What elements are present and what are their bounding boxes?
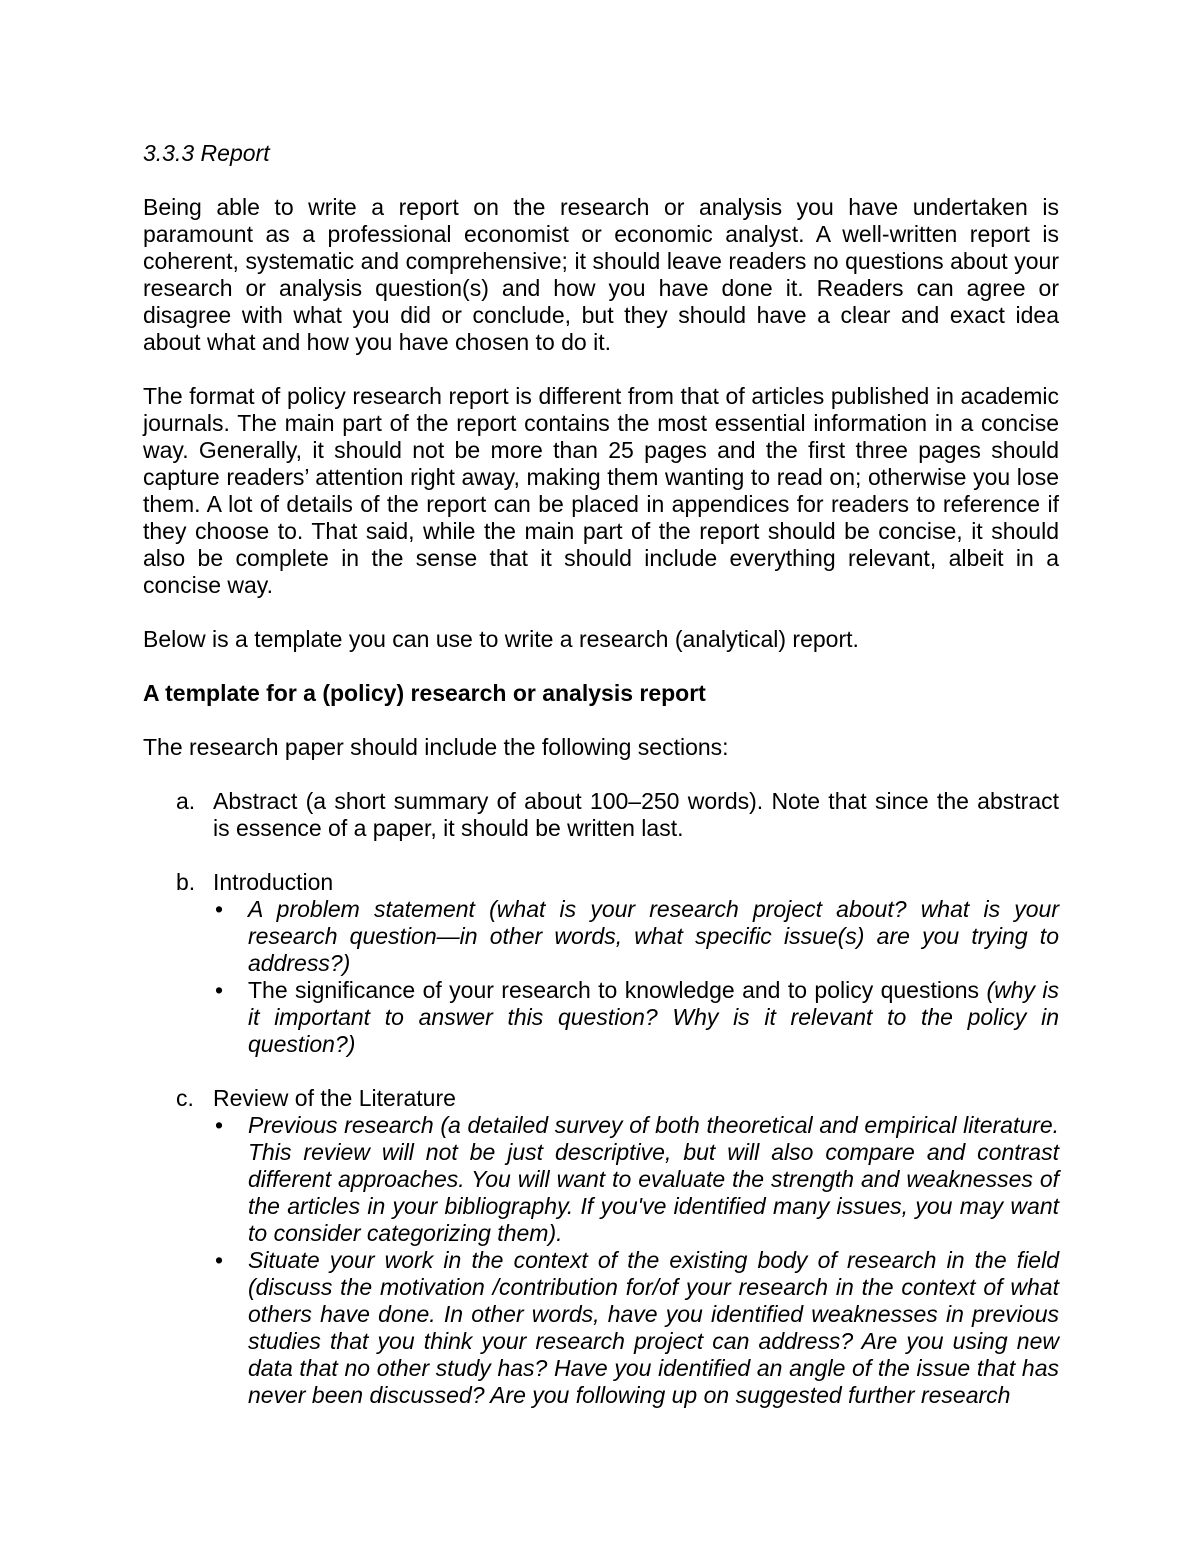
section-letter: a. xyxy=(176,788,196,814)
bullet-text: Previous research (a detailed survey of both theoretical and empirical literature. This review will not be just descriptive, but will also compare and contrast different approaches. You will want to evaluate the strength and weaknesses of the articles in your bibliography. If you've identified many issues, you may want to consider categorizing them). xyxy=(248,1112,1059,1246)
section-heading: 3.3.3 Report xyxy=(143,140,270,166)
list-item xyxy=(213,977,1059,1058)
paragraph-template-lead: Below is a template you can use to write a research (analytical) report. xyxy=(143,626,859,652)
paragraph-format: The format of policy research report is different from that of articles published in academic journals. The main part of the report contains the most essential information in a concise way. Generally, it should not be more than 25 pages and the first three pages should capture readers’ attention right away, making them wanting to read on; otherwise you lose them. A lot of details of the report can be placed in appendices for readers to reference if they choose to. That said, while the main part of the report should be concise, it should also be complete in the sense that it should include everything relevant, albeit in a concise way. xyxy=(143,383,1059,598)
bullet-icon: • xyxy=(215,977,224,1003)
bullet-icon: • xyxy=(215,1247,224,1273)
template-title: A template for a (policy) research or analysis report xyxy=(143,680,706,706)
bullet-text: A problem statement (what is your research project about? what is your research question—in other words, what specific issue(s) are you trying to address?) xyxy=(248,896,1059,976)
bullet-text-italic: (why is it important to answer this question? Why is it relevant to the policy in question?) xyxy=(248,977,1059,1057)
bullet-icon: • xyxy=(215,896,224,922)
section-letter: b. xyxy=(176,869,196,895)
sections-list xyxy=(143,788,1059,1409)
bullet-list xyxy=(213,896,1059,1058)
bullet-icon: • xyxy=(215,1112,224,1138)
list-item xyxy=(213,1112,1059,1247)
bullet-text: Situate your work in the context of the existing body of research in the field (discuss the motivation /contribution for/of your research in the context of what others have done. In other words, have you identified weaknesses in previous studies that you think your research project can address? Are you using new data that no other study has? Have you identified an angle of the issue that has never been discussed? Are you following up on suggested further research xyxy=(248,1247,1059,1408)
section-item-abstract xyxy=(143,788,1059,842)
section-title: Introduction xyxy=(213,869,334,895)
bullet-text: The significance of your research to knowledge and to policy questions xyxy=(248,977,987,1003)
section-abstract-text: Abstract (a short summary of about 100–250 words). Note that since the abstract is essence of a paper, it should be written last. xyxy=(213,788,1059,841)
section-item-introduction xyxy=(143,869,1059,1058)
section-item-literature xyxy=(143,1085,1059,1409)
list-item xyxy=(213,896,1059,977)
document-page xyxy=(143,140,1059,1436)
bullet-list xyxy=(213,1112,1059,1409)
section-title: Review of the Literature xyxy=(213,1085,456,1111)
section-letter: c. xyxy=(176,1085,194,1111)
list-item xyxy=(213,1247,1059,1409)
paragraph-intro: Being able to write a report on the research or analysis you have undertaken is paramount as a professional economist or economic analyst. A well-written report is coherent, systematic and comprehensive; it should leave readers no questions about your research or analysis question(s) and how you have done it. Readers can agree or disagree with what you did or conclude, but they should have a clear and exact idea about what and how you have chosen to do it. xyxy=(143,194,1059,355)
sections-intro: The research paper should include the following sections: xyxy=(143,734,729,760)
